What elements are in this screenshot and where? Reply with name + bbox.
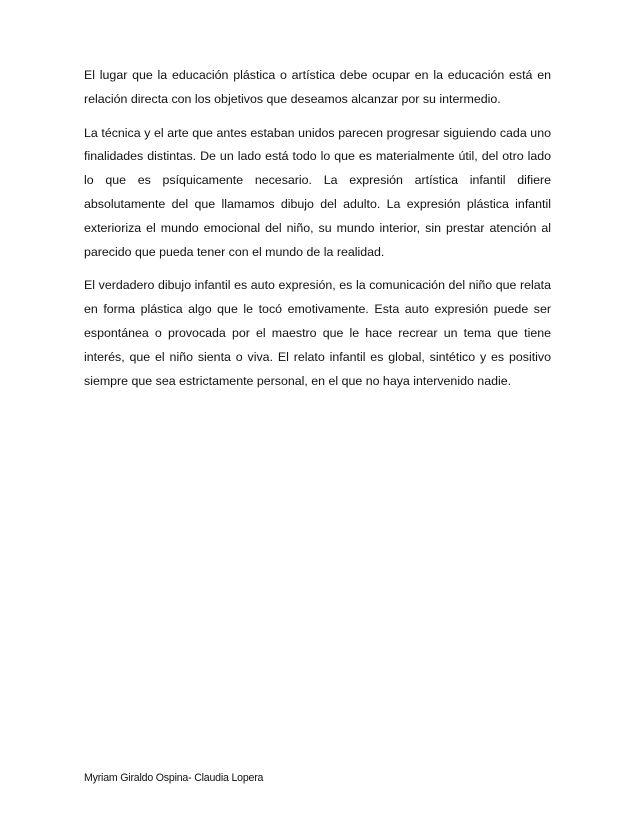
document-body (84, 64, 551, 403)
page-footer-authors: Myriam Giraldo Ospina- Claudia Lopera (84, 772, 264, 784)
paragraph-1: El lugar que la educación plástica o artística debe ocupar en la educación está en relación directa con los objetivos que deseamos alcanzar por su intermedio. (84, 68, 551, 106)
paragraph-3: El verdadero dibujo infantil es auto expresión, es la comunicación del niño que relata en forma plástica algo que le tocó emotivamente. Esta auto expresión puede ser espontánea o provocada por el maestro que le hace recrear un tema que tiene interés, que el niño sienta o viva. El relato infantil es global, sintético y es positivo siempre que sea estrictamente personal, en el que no haya intervenido nadie. (84, 278, 551, 388)
paragraph-2: La técnica y el arte que antes estaban unidos parecen progresar siguiendo cada uno finalidades distintas. De un lado está todo lo que es materialmente útil, del otro lado lo que es psíquicamente necesario. La expresión artística infantil difiere absolutamente del que llamamos dibujo del adulto. La expresión plástica infantil exterioriza el mundo emocional del niño, su mundo interior, sin prestar atención al parecido que pueda tener con el mundo de la realidad. (84, 125, 551, 259)
